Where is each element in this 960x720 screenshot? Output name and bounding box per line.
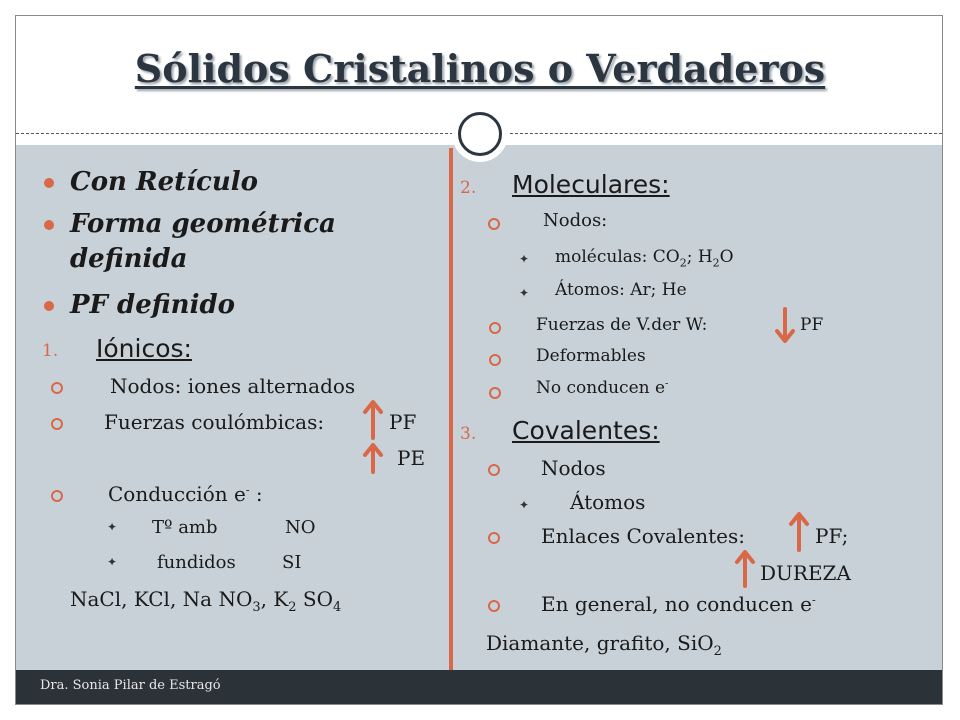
list-number: 3.: [460, 424, 477, 444]
bullet-pf: PF definido: [70, 290, 235, 320]
star-bullet-icon: ✦: [519, 252, 530, 266]
ionic-conduction: Conducción e- :: [108, 482, 263, 506]
ring-bullet-icon: [51, 490, 63, 502]
covalent-general: En general, no conducen e-: [541, 592, 816, 616]
covalent-atoms: Átomos: [570, 490, 646, 514]
molecular-noconduct: No conducen e-: [536, 378, 669, 398]
ring-bullet-icon: [488, 464, 500, 476]
arrow-up-icon: [733, 548, 757, 588]
ring-bullet-icon: [488, 600, 500, 612]
molecular-deformable: Deformables: [536, 346, 646, 366]
ionic-examples: NaCl, KCl, Na $NO_3$, $K_2$ $SO_4$: [70, 587, 342, 615]
molecular-vdw-pf: PF: [800, 315, 824, 335]
ring-bullet-icon: [489, 354, 501, 366]
bullet-reticulo: Con Retículo: [70, 167, 258, 197]
ionic-pf: PF: [389, 410, 417, 434]
column-divider: [449, 148, 453, 672]
ring-bullet-icon: [488, 532, 500, 544]
covalent-bonds: Enlaces Covalentes:: [541, 524, 746, 548]
bullet-icon: [44, 178, 54, 188]
arrow-up-icon: [787, 510, 811, 552]
ionic-temp-value: NO: [285, 517, 316, 538]
ionic-melted: fundidos: [157, 552, 236, 573]
ionic-temp: Tº amb: [152, 517, 218, 538]
ionic-forces: Fuerzas coulómbicas:: [104, 410, 325, 434]
list-number: 2.: [460, 178, 477, 198]
star-bullet-icon: ✦: [107, 520, 118, 534]
arrow-up-icon: [361, 442, 385, 474]
molecular-atoms: Átomos: Ar; He: [555, 280, 687, 300]
covalent-nodes: Nodos: [541, 456, 606, 480]
star-bullet-icon: ✦: [519, 498, 530, 512]
bullet-icon: [44, 301, 54, 311]
molecular-heading: Moleculares:: [512, 170, 670, 199]
arrow-up-icon: [361, 398, 385, 440]
slide-title: Sólidos Cristalinos o Verdaderos: [134, 46, 826, 91]
molecular-vdw: Fuerzas de V.der W:: [536, 315, 708, 335]
ring-bullet-icon: [489, 387, 501, 399]
covalent-heading: Covalentes:: [512, 416, 660, 445]
ionic-pe: PE: [397, 446, 426, 470]
ionic-melted-value: SI: [282, 552, 302, 573]
covalent-examples: Diamante, grafito, SiO$_2$: [486, 631, 722, 659]
bullet-icon: [44, 220, 54, 230]
star-bullet-icon: ✦: [519, 286, 530, 300]
arrow-down-icon: [773, 307, 797, 343]
list-number: 1.: [42, 341, 59, 361]
ring-bullet-icon: [488, 218, 500, 230]
covalent-pf: PF;: [815, 524, 849, 548]
ionic-nodes: Nodos: iones alternados: [110, 374, 356, 398]
molecular-nodes: Nodos:: [543, 210, 608, 231]
star-bullet-icon: ✦: [107, 555, 118, 569]
ionic-heading: Iónicos:: [96, 334, 192, 363]
covalent-hardness: DUREZA: [760, 561, 851, 585]
circle-ring-icon: [458, 112, 502, 156]
molecular-molecules: moléculas: $CO_2$; $H_2O$: [555, 247, 734, 270]
footer-author: Dra. Sonia Pilar de Estragó: [40, 678, 221, 693]
bullet-forma: Forma geométrica: [70, 209, 336, 239]
ring-bullet-icon: [51, 418, 63, 430]
ring-bullet-icon: [489, 322, 501, 334]
bullet-forma-cont: definida: [70, 244, 188, 274]
ring-bullet-icon: [51, 382, 63, 394]
